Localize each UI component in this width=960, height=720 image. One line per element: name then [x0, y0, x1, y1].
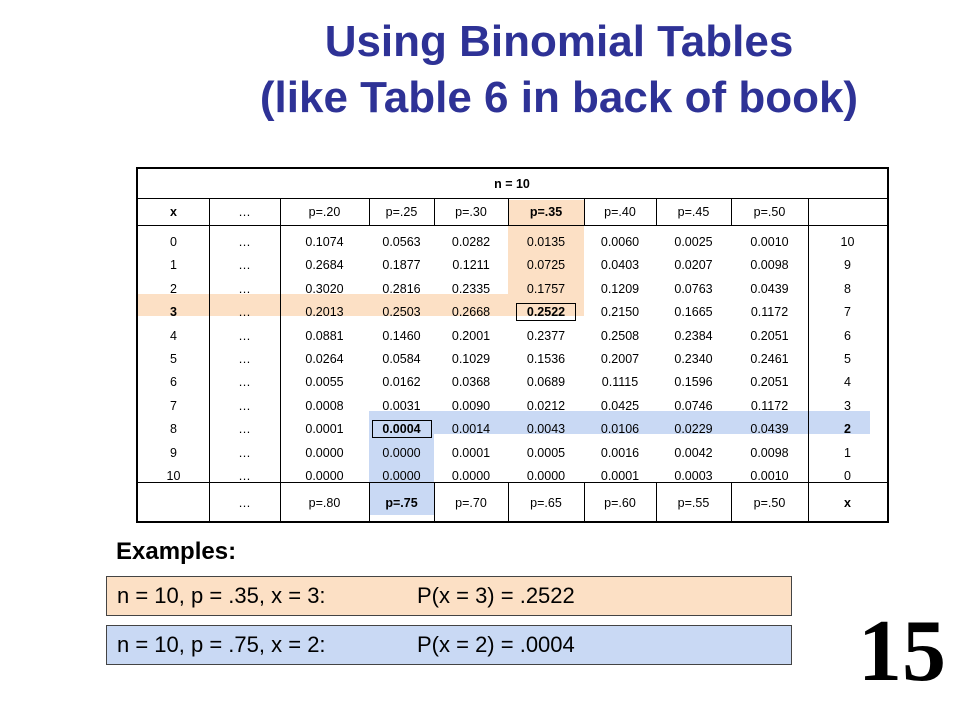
probability-cell: 0.1596 [674, 375, 713, 390]
footer-cell: p=.75 [385, 496, 418, 510]
probability-cell: 0.0042 [674, 445, 713, 460]
probability-cell: 0.0055 [305, 375, 344, 390]
probability-cell: 0.0725 [526, 258, 566, 273]
probability-cell: 0.1029 [451, 352, 491, 366]
col-rule-header [280, 199, 281, 225]
rule-below-n [138, 198, 887, 199]
row-x-value: 8 [170, 422, 177, 437]
probability-cell: 0.0264 [305, 352, 344, 366]
probability-cell: 0.2150 [600, 305, 640, 320]
probability-cell: 0.0098 [750, 258, 789, 273]
examples-label: Examples: [116, 538, 237, 565]
probability-cell: 0.1172 [750, 398, 789, 413]
probability-cell: 0.2668 [451, 305, 491, 320]
probability-cell: 0.0106 [600, 422, 640, 437]
probability-cell: 0.0282 [451, 235, 491, 249]
footer-cell [139, 495, 209, 511]
col-rule-body-x [209, 226, 210, 482]
title-line-2: (like Table 6 in back of book) [259, 73, 859, 122]
example-1-given: n = 10, p = .35, x = 3: [117, 583, 326, 608]
probability-cell: 0.0563 [382, 235, 421, 249]
row-x-value: 9 [170, 445, 177, 460]
row-x-value: 4 [170, 328, 177, 343]
probability-cell: 0.0000 [382, 445, 421, 460]
row-x-value: 3 [170, 305, 177, 320]
probability-cell: 0.0763 [674, 281, 713, 296]
header-cell: p=.45 [677, 205, 710, 219]
probability-cell: 0.0000 [451, 469, 491, 483]
col-rule-footer [808, 483, 809, 521]
probability-cell: 0.0403 [600, 258, 640, 273]
footer-cell: x [844, 496, 851, 510]
probability-cell: 0.0212 [526, 398, 566, 413]
table-n-label: n = 10 [494, 177, 530, 191]
row-x-value: 10 [166, 469, 181, 483]
col-rule-footer [731, 483, 732, 521]
probability-cell: 0.2051 [750, 328, 789, 343]
footer-cell: p=.70 [455, 496, 487, 510]
row-x-complement: 3 [844, 398, 851, 413]
probability-cell: 0.0135 [526, 235, 566, 249]
probability-cell: 0.2461 [750, 352, 789, 366]
header-cell: p=.35 [529, 205, 563, 219]
probability-cell: 0.0014 [451, 422, 491, 437]
example-2-result: P(x = 2) = .0004 [417, 632, 575, 657]
row-x-value: 7 [170, 398, 177, 413]
probability-cell: 0.0010 [750, 235, 789, 249]
probability-cell: 0.0001 [451, 445, 491, 460]
probability-cell: 0.0000 [382, 469, 421, 483]
probability-cell: 0.0001 [600, 469, 640, 483]
col-rule-header [656, 199, 657, 225]
row-x-complement: 2 [844, 422, 851, 437]
probability-cell: 0.0010 [750, 469, 789, 483]
probability-cell: 0.0060 [600, 235, 640, 249]
probability-cell: 0.0368 [451, 375, 491, 390]
header-cell: p=.30 [455, 205, 487, 219]
header-cell: x [170, 205, 177, 219]
row-x-value: 6 [170, 375, 177, 390]
slide-title [0, 14, 960, 126]
rule-below-header [138, 225, 887, 226]
col-rule-footer [280, 483, 281, 521]
footer-cell: p=.50 [753, 496, 786, 510]
probability-cell: 0.2816 [382, 281, 421, 296]
row-x-complement: 10 [840, 235, 855, 249]
probability-cell: 0.0000 [305, 445, 344, 460]
probability-cell: 0.1757 [526, 281, 566, 296]
probability-cell: 0.0746 [674, 398, 713, 413]
row-x-complement: 4 [844, 375, 851, 390]
probability-cell: 0.0162 [382, 375, 421, 390]
header-cell: p=.40 [604, 205, 636, 219]
header-cell: p=.25 [385, 205, 418, 219]
probability-cell: 0.2684 [305, 258, 344, 273]
row-ellipsis: … [238, 258, 251, 273]
row-x-complement: 0 [844, 469, 851, 483]
probability-cell: 0.2522 [517, 304, 575, 320]
probability-cell: 0.0090 [451, 398, 491, 413]
probability-cell: 0.2377 [526, 328, 566, 343]
col-rule-header [508, 199, 509, 225]
footer-cell: p=.55 [677, 496, 710, 510]
row-ellipsis: … [238, 445, 251, 460]
row-ellipsis: … [238, 398, 251, 413]
probability-cell: 0.0000 [305, 469, 344, 483]
probability-cell: 0.1665 [674, 305, 713, 320]
probability-cell: 0.1211 [452, 258, 490, 273]
row-x-complement: 7 [844, 305, 851, 320]
col-rule-header [731, 199, 732, 225]
example-1-box [106, 576, 792, 616]
probability-cell: 0.0001 [305, 422, 344, 437]
row-ellipsis: … [238, 352, 251, 366]
row-ellipsis: … [238, 328, 251, 343]
probability-cell: 0.2508 [600, 328, 640, 343]
probability-cell: 0.1074 [305, 235, 344, 249]
row-x-complement: 9 [844, 258, 851, 273]
row-x-value: 1 [170, 258, 177, 273]
probability-cell: 0.1209 [600, 281, 640, 296]
probability-cell: 0.0043 [526, 422, 566, 437]
probability-cell: 0.1877 [382, 258, 421, 273]
footer-cell: p=.80 [308, 496, 341, 510]
row-x-complement: 6 [844, 328, 851, 343]
footer-cell: p=.60 [604, 496, 636, 510]
probability-cell: 0.1460 [382, 328, 421, 343]
row-ellipsis: … [238, 235, 251, 249]
probability-cell: 0.0000 [526, 469, 566, 483]
probability-cell: 0.0025 [674, 235, 713, 249]
probability-cell: 0.0425 [600, 398, 640, 413]
probability-cell: 0.2013 [305, 305, 344, 320]
header-cell: p=.20 [308, 205, 341, 219]
row-x-value: 0 [170, 235, 177, 249]
row-x-value: 2 [170, 281, 177, 296]
row-x-complement: 5 [844, 352, 851, 366]
probability-cell: 0.2007 [600, 352, 640, 366]
probability-cell: 0.2384 [674, 328, 713, 343]
probability-cell: 0.0439 [750, 281, 789, 296]
probability-cell: 0.0207 [674, 258, 713, 273]
probability-cell: 0.0008 [305, 398, 344, 413]
col-rule-body-dots [280, 226, 281, 482]
example-1-result: P(x = 3) = .2522 [417, 583, 575, 608]
header-cell: … [238, 205, 251, 219]
row-ellipsis: … [238, 281, 251, 296]
footer-cell: p=.65 [530, 496, 562, 510]
probability-cell: 0.1536 [526, 352, 566, 366]
probability-cell: 0.0584 [382, 352, 421, 366]
probability-cell: 0.0003 [674, 469, 713, 483]
probability-cell: 0.0004 [373, 421, 431, 437]
row-x-value: 5 [170, 352, 177, 366]
example-2-box [106, 625, 792, 665]
example-2-given: n = 10, p = .75, x = 2: [117, 632, 326, 657]
col-rule-footer [508, 483, 509, 521]
probability-cell: 0.0229 [674, 422, 713, 437]
probability-cell: 0.0005 [526, 445, 566, 460]
row-x-complement: 1 [844, 445, 851, 460]
probability-cell: 0.3020 [305, 281, 344, 296]
row-ellipsis: … [238, 469, 251, 483]
probability-cell: 0.1172 [750, 305, 789, 320]
col-rule-body-right [808, 226, 809, 482]
header-cell: p=.50 [753, 205, 786, 219]
row-ellipsis: … [238, 375, 251, 390]
probability-cell: 0.0881 [305, 328, 344, 343]
row-x-complement: 8 [844, 281, 851, 296]
probability-cell: 0.2335 [451, 281, 491, 296]
row-ellipsis: … [238, 305, 251, 320]
footer-cell: … [238, 496, 251, 510]
probability-cell: 0.1115 [601, 375, 639, 390]
probability-cell: 0.2001 [451, 328, 491, 343]
col-rule-header [808, 199, 809, 225]
probability-cell: 0.2340 [674, 352, 713, 366]
row-ellipsis: … [238, 422, 251, 437]
header-cell [813, 204, 883, 220]
probability-cell: 0.0098 [750, 445, 789, 460]
probability-cell: 0.2051 [750, 375, 789, 390]
col-rule-footer [656, 483, 657, 521]
probability-cell: 0.2503 [382, 305, 421, 320]
probability-cell: 0.0016 [600, 445, 640, 460]
probability-cell: 0.0439 [750, 422, 789, 437]
title-line-1: Using Binomial Tables [324, 17, 794, 66]
probability-cell: 0.0031 [382, 398, 421, 413]
probability-cell: 0.0689 [526, 375, 566, 390]
slide-number: 15 [858, 603, 946, 700]
